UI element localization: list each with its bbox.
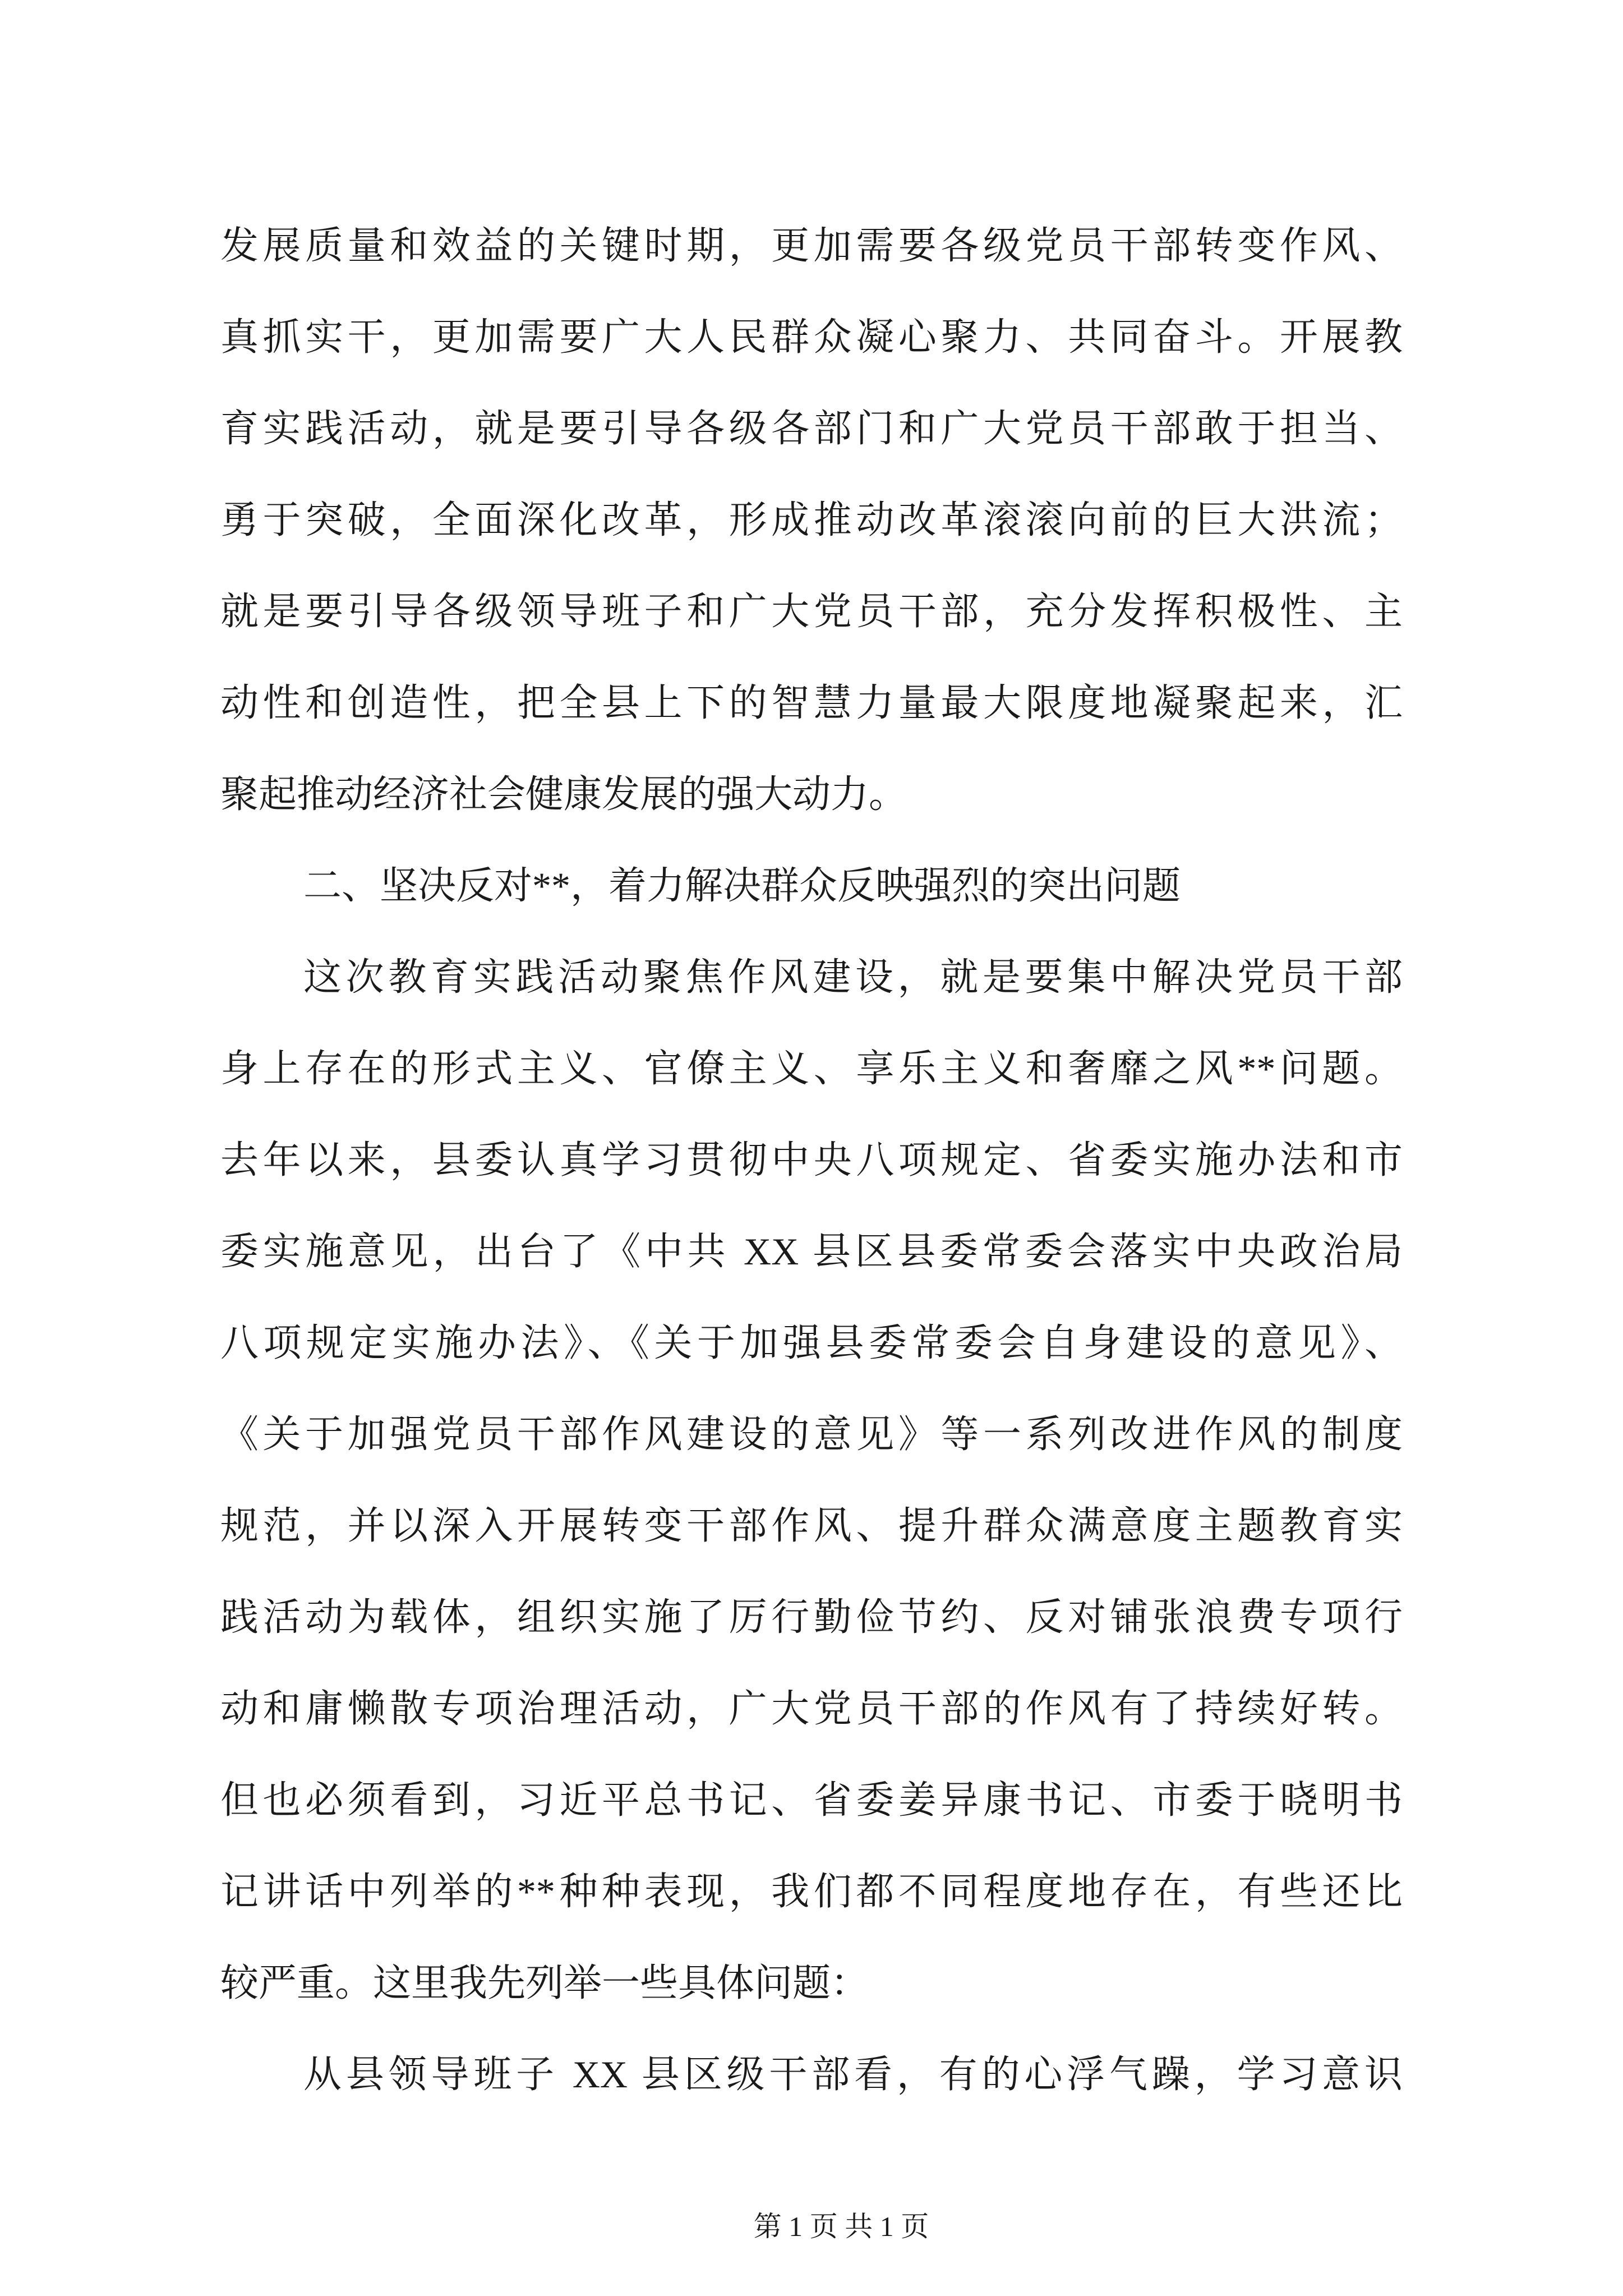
text-line: 八项规定实施办法》、《关于加强县委常委会自身建设的意见》、 bbox=[220, 1322, 1403, 1364]
text-line: 从县领导班子 XX 县区级干部看，有的心浮气躁，学习意识 bbox=[303, 2053, 1403, 2096]
paragraph bbox=[220, 932, 1403, 2029]
text-line: 身上存在的形式主义、官僚主义、享乐主义和奢靡之风**问题。 bbox=[220, 1047, 1403, 1090]
text-line: 动和庸懒散专项治理活动，广大党员干部的作风有了持续好转。 bbox=[220, 1687, 1403, 1730]
page-footer: 第 1 页 共 1 页 bbox=[753, 2211, 929, 2242]
text-line: 较严重。这里我先列举一些具体问题： bbox=[220, 1962, 869, 2004]
text-line: 聚起推动经济社会健康发展的强大动力。 bbox=[220, 773, 907, 816]
text-line: 真抓实干，更加需要广大人民群众凝心聚力、共同奋斗。开展教 bbox=[220, 316, 1403, 358]
paragraph-continuation bbox=[220, 200, 1403, 840]
text-line: 就是要引导各级领导班子和广大党员干部，充分发挥积极性、主 bbox=[220, 590, 1403, 633]
section-heading-text: 二、坚决反对**，着力解决群众反映强烈的突出问题 bbox=[303, 864, 1181, 907]
text-line: 记讲话中列举的**种种表现，我们都不同程度地存在，有些还比 bbox=[220, 1870, 1403, 1913]
text-line: 践活动为载体，组织实施了厉行勤俭节约、反对铺张浪费专项行 bbox=[220, 1596, 1403, 1639]
text-line: 动性和创造性，把全县上下的智慧力量最大限度地凝聚起来，汇 bbox=[220, 682, 1403, 724]
text-line: 这次教育实践活动聚焦作风建设，就是要集中解决党员干部 bbox=[303, 956, 1403, 999]
text-line: 但也必须看到，习近平总书记、省委姜异康书记、市委于晓明书 bbox=[220, 1779, 1403, 1821]
text-line: 规范，并以深入开展转变干部作风、提升群众满意度主题教育实 bbox=[220, 1504, 1403, 1547]
text-line: 发展质量和效益的关键时期，更加需要各级党员干部转变作风、 bbox=[220, 224, 1403, 267]
paragraph bbox=[220, 2029, 1403, 2120]
section-heading bbox=[220, 840, 1403, 932]
text-line: 《关于加强党员干部作风建设的意见》等一系列改进作风的制度 bbox=[220, 1413, 1403, 1456]
document-body bbox=[220, 200, 1403, 2120]
text-line: 委实施意见，出台了《中共 XX 县区县委常委会落实中央政治局 bbox=[220, 1230, 1403, 1273]
text-line: 去年以来，县委认真学习贯彻中央八项规定、省委实施办法和市 bbox=[220, 1139, 1403, 1181]
text-line: 育实践活动，就是要引导各级各部门和广大党员干部敢于担当、 bbox=[220, 407, 1403, 450]
text-line: 勇于突破，全面深化改革，形成推动改革滚滚向前的巨大洪流； bbox=[220, 499, 1403, 541]
